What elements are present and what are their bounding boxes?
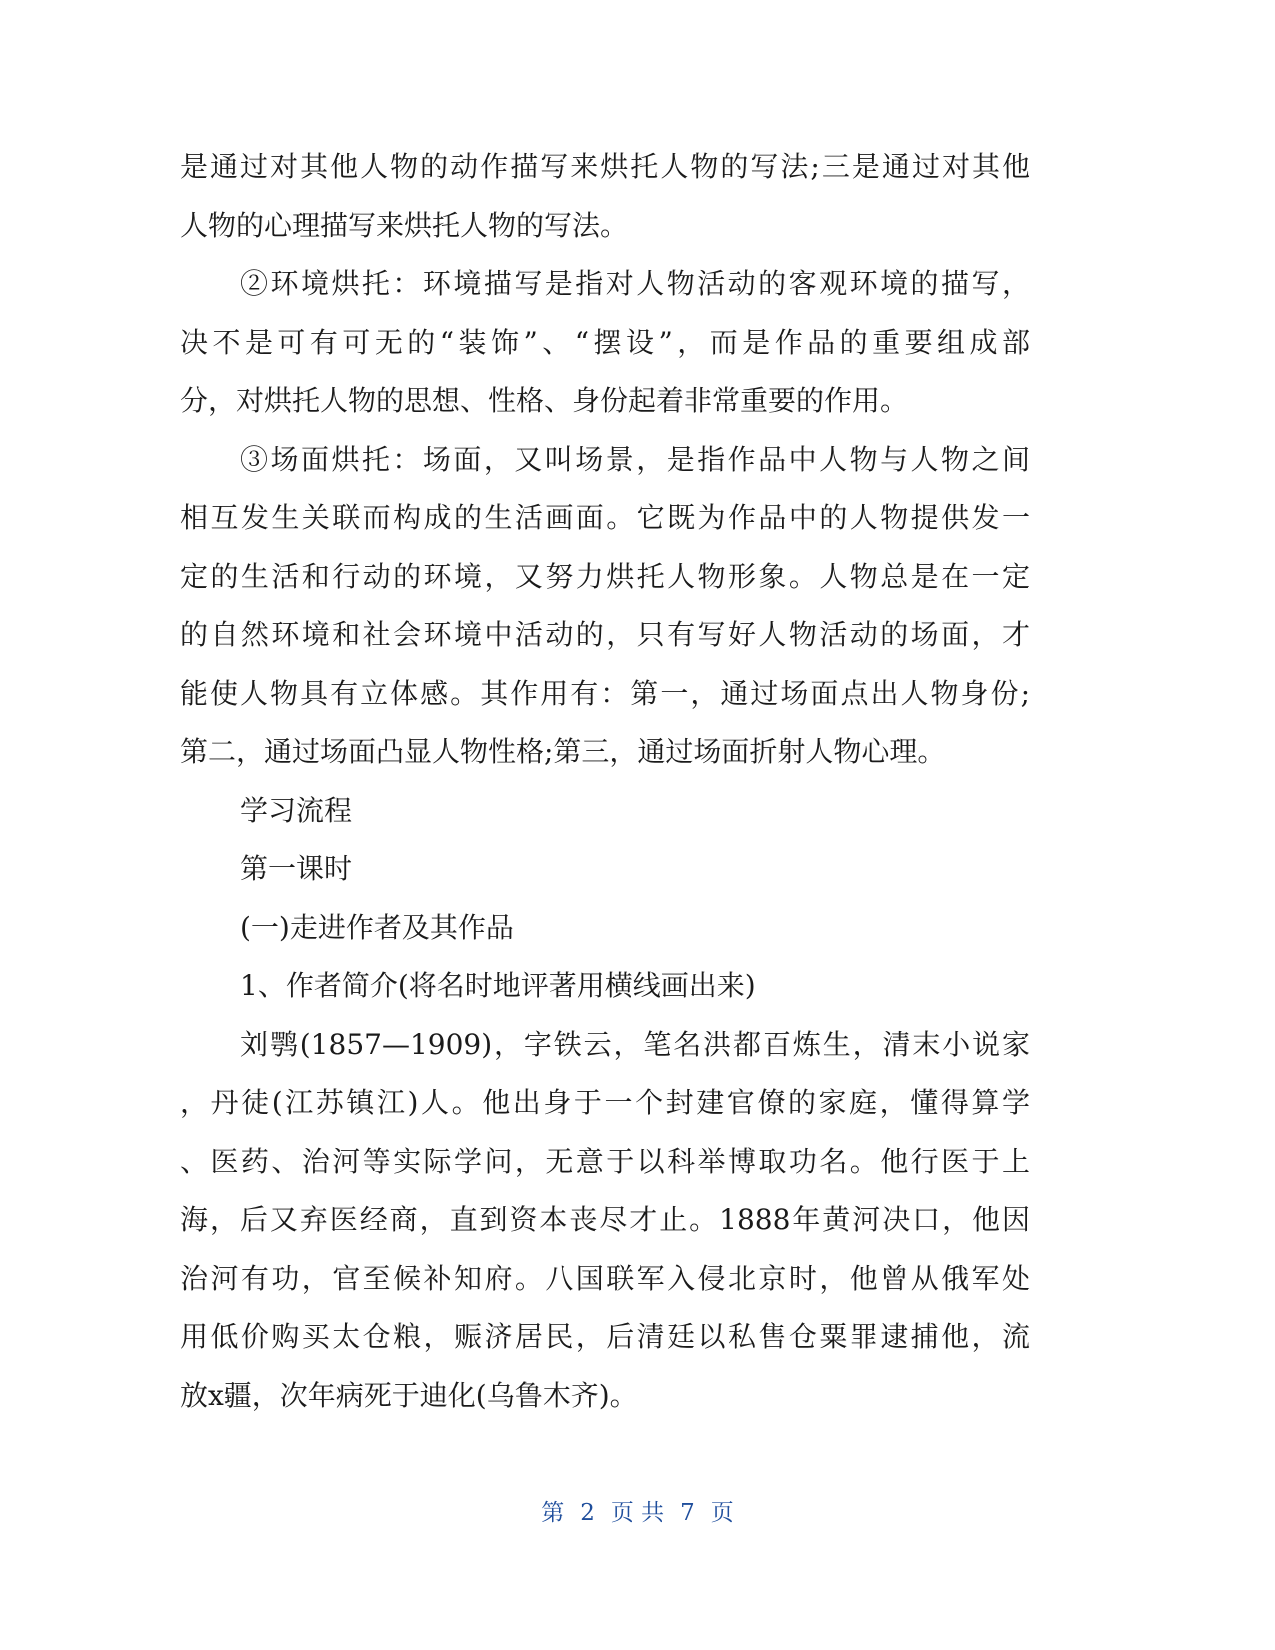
text-line: ③场面烘托：场面，又叫场景，是指作品中人物与人物之间 <box>240 442 1030 476</box>
heading-author-and-works: (一)走进作者及其作品 <box>240 910 514 944</box>
footer-suffix: 页 <box>710 1500 734 1526</box>
text-line: 刘鹗(1857—1909)，字铁云，笔名洪都百炼生，清末小说家 <box>240 1027 1030 1061</box>
text-line: 定的生活和行动的环境，又努力烘托人物形象。人物总是在一定 <box>180 559 1030 593</box>
text-line: ②环境烘托：环境描写是指对人物活动的客观环境的描写， <box>240 267 1030 300</box>
text-line: ，丹徒(江苏镇江)人。他出身于一个封建官僚的家庭，懂得算学 <box>180 1086 1030 1119</box>
text-line: 分，对烘托人物的思想、性格、身份起着非常重要的作用。 <box>180 384 909 417</box>
text-line: 的自然环境和社会环境中活动的，只有写好人物活动的场面，才 <box>180 618 1030 651</box>
text-line: 第二，通过场面凸显人物性格;第三，通过场面折射人物心理。 <box>180 735 946 768</box>
text-line: 决不是可有可无的“装饰”、“摆设”，而是作品的重要组成部 <box>180 325 1030 359</box>
paragraph-author-bio <box>180 1016 1030 1426</box>
text-line: 治河有功，官至候补知府。八国联军入侵北京时，他曾从俄军处 <box>180 1261 1030 1295</box>
footer-page-number: 2 <box>580 1500 595 1526</box>
heading-learning-process: 学习流程 <box>240 793 353 827</box>
text-line: 是通过对其他人物的动作描写来烘托人物的写法;三是通过对其他 <box>180 150 1030 183</box>
text-line: 用低价购买太仓粮，赈济居民，后清廷以私售仓粟罪逮捕他，流 <box>180 1320 1030 1353</box>
footer-middle: 页 共 <box>610 1500 665 1526</box>
text-line: 海，后又弃医经商，直到资本丧尽才止。1888年黄河决口，他因 <box>180 1203 1030 1236</box>
text-line: 能使人物具有立体感。其作用有：第一，通过场面点出人物身份; <box>180 676 1030 710</box>
paragraph-scene <box>180 431 1030 782</box>
text-line: 相互发生关联而构成的生活画面。它既为作品中的人物提供发一 <box>180 501 1030 534</box>
footer-total-pages: 7 <box>680 1500 695 1526</box>
paragraph-environment <box>180 255 1030 431</box>
heading-first-lesson: 第一课时 <box>240 852 353 885</box>
heading-author-intro: 1、作者简介(将名时地评著用横线画出来) <box>240 969 756 1002</box>
text-line: 、医药、治河等实际学问，无意于以科举博取功名。他行医于上 <box>180 1144 1030 1178</box>
document-body <box>180 138 1030 1425</box>
text-line: 放x疆，次年病死于迪化(乌鲁木齐)。 <box>180 1378 638 1412</box>
footer-prefix: 第 <box>541 1500 565 1526</box>
paragraph-supporting-characters <box>180 138 1030 255</box>
page-footer <box>0 1494 1275 1527</box>
text-line: 人物的心理描写来烘托人物的写法。 <box>180 208 629 242</box>
